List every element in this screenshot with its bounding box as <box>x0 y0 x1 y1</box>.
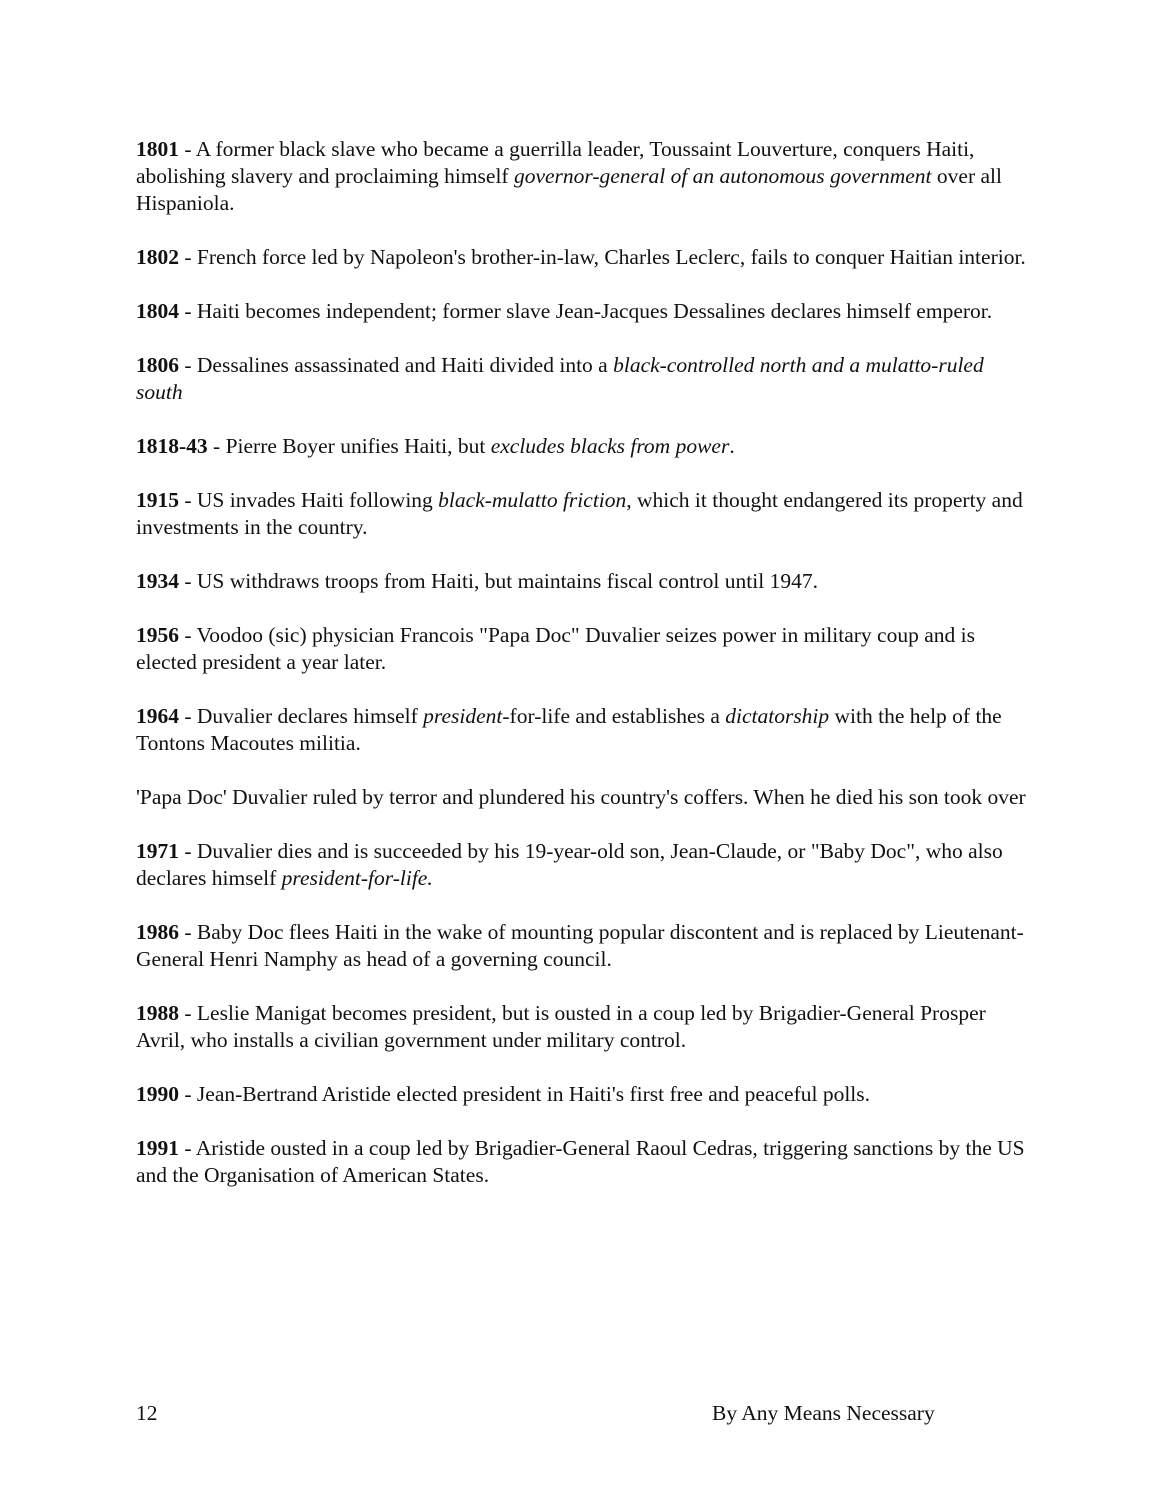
entry-text: -for-life and establishes a <box>502 704 726 728</box>
entry-text: - Aristide ousted in a coup led by Brigadier-General Raoul Cedras, triggering sanctions by the US and the Organisation of American States. <box>136 1136 1025 1187</box>
entry-text: - Duvalier dies and is succeeded by his 19-year-old son, Jean-Claude, or "Baby Doc", who also declares himself <box>136 839 1003 890</box>
entry-text: - A former black slave who became a guerrilla leader, Toussaint Louverture, conquers Haiti, abolishing slavery and proclaiming himself <box>136 137 975 188</box>
entry-emphasis: president <box>423 704 503 728</box>
entry-year: 1971 <box>136 839 179 863</box>
entry-text: - Pierre Boyer unifies Haiti, but <box>207 434 491 458</box>
entry-text: with the help of the Tontons Macoutes militia. <box>136 704 1002 755</box>
entry-text: - Jean-Bertrand Aristide elected president in Haiti's first free and peaceful polls. <box>179 1082 871 1106</box>
entry-year: 1986 <box>136 920 179 944</box>
timeline-entry <box>136 784 1026 811</box>
page-number: 12 <box>136 1401 158 1425</box>
entry-text: 'Papa Doc' Duvalier ruled by terror and plundered his country's coffers. When he died his son took over <box>136 785 1026 809</box>
entry-emphasis: black-mulatto friction <box>438 488 627 512</box>
timeline-entry <box>136 568 1026 595</box>
entry-emphasis: governor-general of an autonomous government <box>513 164 932 188</box>
entry-text: - Haiti becomes independent; former slave Jean-Jacques Dessalines declares himself emperor. <box>179 299 993 323</box>
entry-year: 1988 <box>136 1001 179 1025</box>
timeline-entry <box>136 703 1026 757</box>
timeline-entry <box>136 1000 1026 1054</box>
footer-book-title: By Any Means Necessary <box>712 1401 935 1425</box>
timeline-entry <box>136 838 1026 892</box>
entry-text: , which it thought endangered its property and investments in the country. <box>136 488 1023 539</box>
entry-text: . <box>729 434 735 458</box>
entry-text: - French force led by Napoleon's brother-in-law, Charles Leclerc, fails to conquer Haitian interior. <box>179 245 1026 269</box>
entry-text: - US invades Haiti following <box>179 488 439 512</box>
entry-text: over all Hispaniola. <box>136 164 1002 215</box>
entry-year: 1956 <box>136 623 179 647</box>
entry-emphasis: dictatorship <box>725 704 830 728</box>
timeline-entry <box>136 433 1026 460</box>
timeline-entry <box>136 244 1026 271</box>
entry-year: 1915 <box>136 488 179 512</box>
timeline-entry <box>136 298 1026 325</box>
entry-emphasis: black-controlled north and a mulatto-ruled south <box>136 353 984 404</box>
entry-year: 1818-43 <box>136 434 208 458</box>
entry-text: - Baby Doc flees Haiti in the wake of mounting popular discontent and is replaced by Lieutenant-General Henri Namphy as head of a governing council. <box>136 920 1024 971</box>
timeline-entry <box>136 352 1026 406</box>
timeline-entry <box>136 487 1026 541</box>
entry-year: 1802 <box>136 245 179 269</box>
timeline-entry <box>136 622 1026 676</box>
entry-text: - Voodoo (sic) physician Francois "Papa Doc" Duvalier seizes power in military coup and is elected president a year later. <box>136 623 975 674</box>
entry-year: 1990 <box>136 1082 179 1106</box>
timeline-entry <box>136 136 1026 217</box>
timeline-content <box>136 136 1026 1216</box>
entry-text: - Leslie Manigat becomes president, but is ousted in a coup led by Brigadier-General Prosper Avril, who installs a civilian government under military control. <box>136 1001 986 1052</box>
entry-text: - Duvalier declares himself <box>179 704 424 728</box>
entry-emphasis: excludes blacks from power <box>490 434 730 458</box>
entry-year: 1801 <box>136 137 179 161</box>
entry-emphasis: president-for-life. <box>281 866 433 890</box>
timeline-entry <box>136 919 1026 973</box>
entry-year: 1804 <box>136 299 179 323</box>
entry-year: 1991 <box>136 1136 179 1160</box>
entry-year: 1964 <box>136 704 179 728</box>
entry-text: - US withdraws troops from Haiti, but maintains fiscal control until 1947. <box>179 569 818 593</box>
timeline-entry <box>136 1081 1026 1108</box>
entry-year: 1806 <box>136 353 179 377</box>
timeline-entry <box>136 1135 1026 1189</box>
entry-text: - Dessalines assassinated and Haiti divided into a <box>179 353 614 377</box>
entry-year: 1934 <box>136 569 179 593</box>
